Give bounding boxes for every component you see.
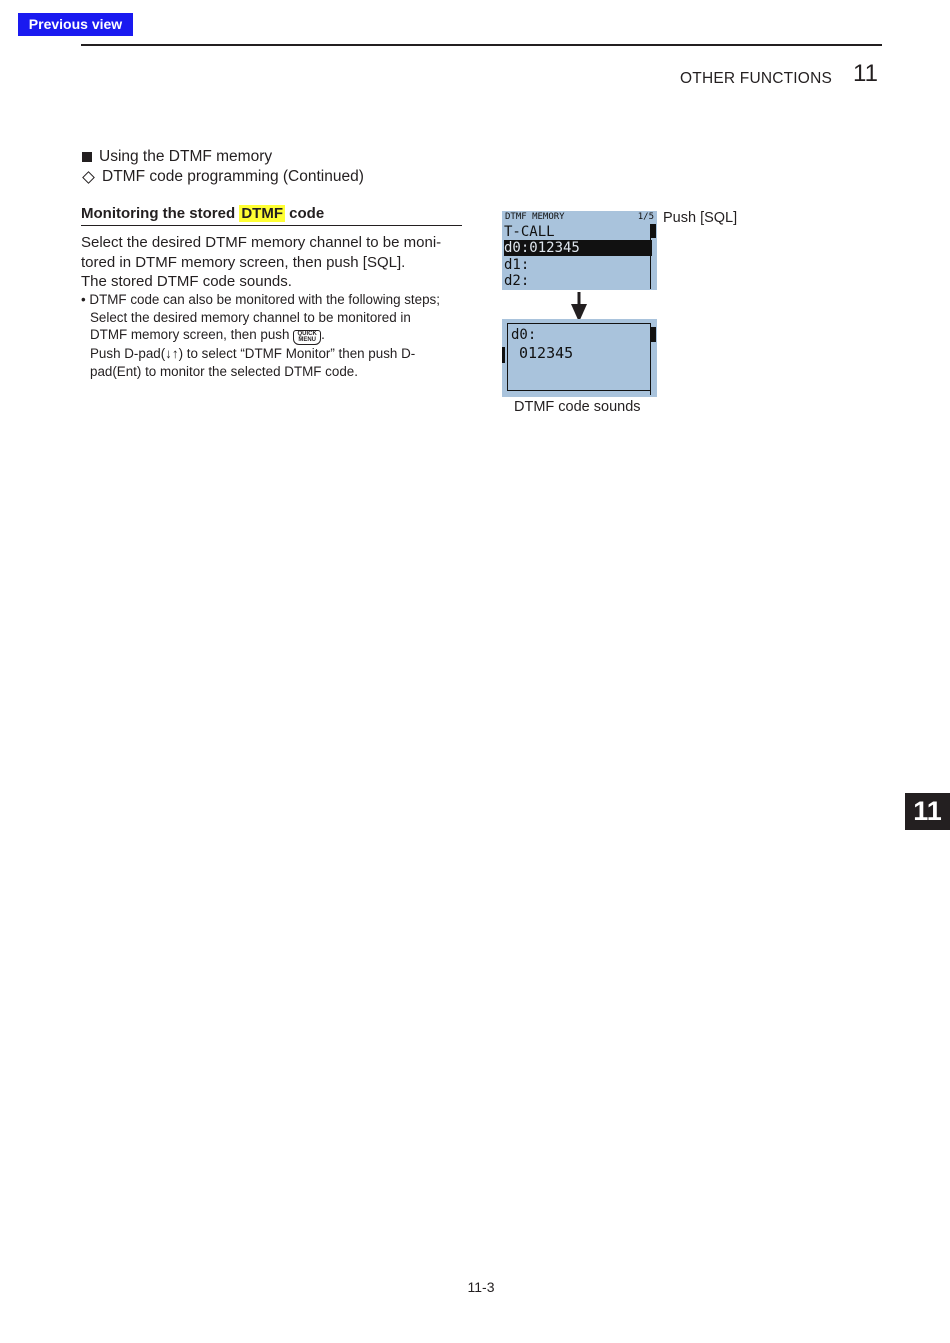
body-line-3: The stored DTMF code sounds. — [81, 273, 292, 290]
bullet-line-3-text: DTMF memory screen, then push — [90, 327, 290, 343]
bullet-note — [81, 291, 462, 380]
dtmf-memory-screen — [502, 211, 657, 290]
screen-row-d0-selected: d0:012345 — [504, 240, 652, 256]
screen-scrollbar — [650, 224, 656, 289]
monitor-channel: d0: — [511, 327, 537, 343]
diamond-bullet-icon — [82, 171, 95, 184]
body-line-2: tored in DTMF memory screen, then push [SQL]. — [81, 253, 406, 271]
bullet-line-3-end: . — [321, 327, 325, 343]
main-heading-text: Using the DTMF memory — [99, 148, 273, 165]
bullet-line-2: Select the desired memory channel to be monitored in — [90, 309, 411, 325]
bullet-line-3 — [81, 326, 462, 345]
down-arrow-icon — [571, 292, 587, 322]
bullet-line-1: • DTMF code can also be monitored with the following steps; — [81, 292, 440, 307]
section-title-highlight: DTMF — [241, 205, 283, 222]
body-paragraph — [81, 233, 462, 292]
sub-heading — [82, 168, 364, 186]
page-number: 11-3 — [467, 1279, 495, 1295]
section-rule — [81, 225, 462, 226]
screen-scrollbar — [650, 327, 656, 395]
screen-header — [502, 211, 657, 223]
bullet-line-5: pad(Ent) to monitor the selected DTMF code. — [90, 363, 358, 379]
screen-row-tcall: T-CALL — [504, 224, 555, 240]
chapter-number: 11 — [853, 60, 878, 87]
bullet-line-4: Push D-pad(↓↑) to select “DTMF Monitor” then push D- — [90, 346, 416, 362]
quick-menu-top: QUICK — [297, 331, 317, 338]
previous-view-button[interactable]: Previous view — [18, 13, 133, 36]
caption-push-sql: Push [SQL] — [663, 210, 738, 226]
body-line-1: Select the desired DTMF memory channel to be moni- — [81, 234, 442, 251]
screen-header-page: 1/5 — [637, 212, 654, 222]
section-title-after: code — [289, 205, 325, 222]
quick-menu-key-icon — [293, 330, 321, 345]
caption-code-sounds: DTMF code sounds — [514, 399, 641, 415]
dtmf-monitor-screen — [502, 319, 657, 397]
chapter-side-tab: 11 — [905, 793, 950, 830]
square-bullet-icon — [82, 152, 92, 162]
screen-header-title: DTMF MEMORY — [505, 212, 565, 222]
section-title — [81, 205, 324, 222]
screen-row-d2: d2: — [504, 273, 530, 289]
section-title-before: Monitoring the stored — [81, 205, 236, 222]
monitor-code: 012345 — [519, 344, 574, 362]
monitor-popup — [507, 323, 651, 391]
chapter-title: OTHER FUNCTIONS — [680, 70, 832, 87]
header-rule — [81, 44, 882, 46]
sub-heading-text: DTMF code programming (Continued) — [102, 168, 364, 185]
main-heading — [82, 148, 272, 166]
quick-menu-bottom: MENU — [298, 337, 316, 344]
screen-row-d1: d1: — [504, 257, 530, 273]
screen-edge-mark — [502, 347, 505, 363]
